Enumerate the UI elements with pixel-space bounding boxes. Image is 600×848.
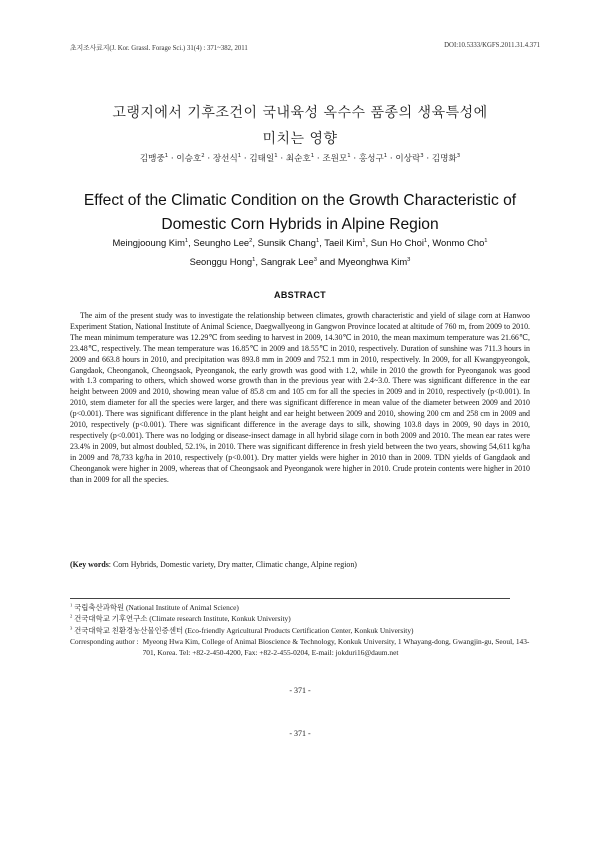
korean-title-line1: 고랭지에서 기후조건이 국내육성 옥수수 품종의 생육특성에	[112, 105, 488, 121]
author-separator: ,	[188, 237, 194, 248]
footnote-1	[70, 603, 530, 613]
footnotes	[70, 603, 530, 658]
footnote-1-marker: 1	[70, 602, 73, 608]
author-affiliation-marker: 1	[315, 237, 320, 244]
author-separator: ·	[277, 154, 286, 164]
author-affiliation-marker: 1	[484, 237, 488, 244]
footnote-1-text: 국립축산과학원 (National Institute of Animal Science)	[74, 603, 239, 612]
author-separator: ,	[255, 256, 261, 267]
footnote-3-marker: 3	[70, 625, 73, 631]
author-separator: ,	[365, 237, 371, 248]
author-separator: ·	[423, 154, 432, 164]
page-footer: - 371 -	[289, 729, 311, 738]
english-title-line1: Effect of the Climatic Condition on the Growth Characteristic of	[83, 192, 517, 209]
author-affiliation-marker: 3	[407, 256, 411, 263]
author-name: 조원모	[322, 154, 348, 164]
author-separator: ·	[204, 154, 213, 164]
author-separator: ·	[350, 154, 359, 164]
keywords	[70, 560, 530, 571]
author-name: Taeil Kim	[324, 237, 363, 248]
abstract-body: The aim of the present study was to investigate the relationship between climates, growth characteristic and yield of silage corn at Hanwoo Experiment Station, National Institute of Animal Science, Daegwallyeong in Gangwon Province located at altitude of 760 m, from 2009 to 2010. The mean minimum temperature was 12.29℃ from seeding to harvest in 2009, 14.30℃ in 2010, the mean maximum temperature was 21.66℃, 23.48℃, respectively. The mean temperature was 16.85℃ in 2009 and 18.55℃ in 2010, respectively. Duration of sunshine was 711.3 hours in 2009 and 663.8 hours in 2010, and precipitation was 893.8 mm in 2009 and 752.1 mm in 2010, respectively. In 2009, for all Kwangpyeongok, Gangdaok, Cheonganok, Cheongsaok, Pyeonganok, the early growth was good with 1.2, while in 2010 the growth for Pyeonganok was good with 1.3 comparing to others, which showed worse growth than in the previous year with 2.4~3.0. There was significant difference in the ear height between 2009 and 2010, showing mean value of 85.8 cm and 105 cm for all the species in 2009 and in 2010, respectively (p<0.001). In 2010, stem diameter for all the species were larger, and there was significant difference in mean value of the diameter between 2009 and 2010 (p<0.001). There was significant difference in the plant height and ear height between 2009 and 2010, showing 200 cm and 258 cm in 2009 and 2010, respectively (p<0.001). There was significant difference in the average days to silk, showing 103.8 days in 2009, 90 days in 2010, respectively (p<0.001). There was no lodging or disease-insect damage in all hybrid silage corn in both 2009 and 2010. The mean ear rates were 23.4% in 2009, but almost doubled, 52.1%, in 2010. There was significant difference in fresh yield between the two years, showing 54,611 kg/ha in 2009 and 78,733 kg/ha in 2010, respectively (p<0.001). Dry matter yields were higher in 2010 than in 2009. TDN yields of Gangdaok and Cheonganok were higher in 2009, whereas that of Cheongsaok and Pyeonganok were higher in 2010. Crude protein contents were higher in 2010 than in 2009 for all the species.	[70, 311, 530, 484]
author-name: 이상락	[395, 154, 421, 164]
corresponding-author-text: Myeong Hwa Kim, College of Animal Bioscience & Technology, Konkuk University, 1 Whayang-dong, Gwangjin-gu, Seoul, 143-701, Korea. Tel: +82-2-450-4200, Fax: +82-2-455-0204, E-mail: jokduri16@daum.net	[142, 637, 530, 657]
footnote-2-text: 건국대학교 기후연구소 (Climate research Institute, Konkuk University)	[74, 614, 291, 624]
english-authors-line2	[0, 252, 600, 271]
author-separator: ,	[427, 237, 433, 248]
author-affiliation-marker: 1	[274, 153, 278, 160]
author-affiliation-marker: 1	[252, 256, 256, 263]
author-name: 최순호	[285, 154, 311, 164]
korean-title-line2: 미치는 영향	[262, 131, 338, 147]
author-name: 이승호	[176, 154, 202, 164]
author-separator: ,	[319, 237, 325, 248]
corresponding-author-label: Corresponding author :	[70, 637, 139, 647]
author-affiliation-marker: 1	[310, 153, 315, 160]
footnote-2	[70, 614, 530, 624]
author-affiliation-marker: 1	[237, 153, 242, 160]
author-name: Sunsik Chang	[257, 237, 316, 248]
author-name: Meingjooung Kim	[112, 237, 185, 248]
author-name: Wonmo Cho	[432, 237, 485, 248]
keywords-label: (Key words	[70, 560, 109, 569]
author-affiliation-marker: 2	[249, 237, 253, 244]
korean-title	[0, 100, 600, 152]
author-name: 장선식	[212, 154, 238, 164]
running-header	[70, 42, 540, 52]
journal-citation: 초지조사료지(J. Kor. Grassl. Forage Sci.) 31(4) : 371~382, 2011	[70, 45, 248, 52]
author-separator: ·	[241, 154, 250, 164]
author-name: Sangrak Lee	[260, 256, 314, 267]
english-authors	[0, 233, 600, 271]
corresponding-author	[70, 637, 530, 658]
footnote-3	[70, 626, 530, 636]
english-title-line2: Domestic Corn Hybrids in Alpine Region	[161, 216, 439, 233]
author-affiliation-marker: 1	[347, 153, 351, 160]
author-separator: and	[317, 256, 338, 267]
author-affiliation-marker: 3	[313, 256, 317, 263]
footnote-2-marker: 2	[70, 613, 73, 619]
author-affiliation-marker: 1	[383, 153, 388, 160]
author-affiliation-marker: 3	[420, 153, 424, 160]
author-separator: ·	[314, 154, 323, 164]
author-name: Myeonghwa Kim	[337, 256, 408, 267]
author-affiliation-marker: 1	[184, 237, 189, 244]
author-name: Seungho Lee	[193, 237, 250, 248]
english-authors-line1	[0, 233, 600, 252]
author-affiliation-marker: 2	[201, 153, 205, 160]
author-affiliation-marker: 1	[164, 153, 169, 160]
author-affiliation-marker: 1	[423, 237, 428, 244]
author-affiliation-marker: 1	[362, 237, 366, 244]
author-name: Seonggu Hong	[189, 256, 253, 267]
author-name: 김명화	[431, 154, 457, 164]
author-name: Sun Ho Choi	[370, 237, 424, 248]
author-separator: ,	[252, 237, 258, 248]
abstract-heading: ABSTRACT	[274, 290, 326, 300]
author-name: 김맹중	[139, 154, 165, 164]
korean-authors	[0, 152, 600, 164]
doi: DOI:10.5333/KGFS.2011.31.4.371	[444, 42, 540, 49]
footnote-divider	[70, 598, 510, 599]
author-separator: ·	[387, 154, 396, 164]
author-affiliation-marker: 3	[456, 153, 461, 160]
keywords-text: : Corn Hybrids, Domestic variety, Dry matter, Climatic change, Alpine region)	[108, 560, 357, 569]
footnote-3-text: 건국대학교 친환경농산물인증센터 (Eco-friendly Agricultural Products Certification Center, Konkuk University)	[74, 625, 414, 635]
author-name: 홍성구	[358, 154, 384, 164]
author-separator: ·	[168, 154, 177, 164]
author-name: 김태일	[249, 154, 275, 164]
english-title	[0, 189, 600, 237]
page-number: - 371 -	[289, 686, 311, 695]
